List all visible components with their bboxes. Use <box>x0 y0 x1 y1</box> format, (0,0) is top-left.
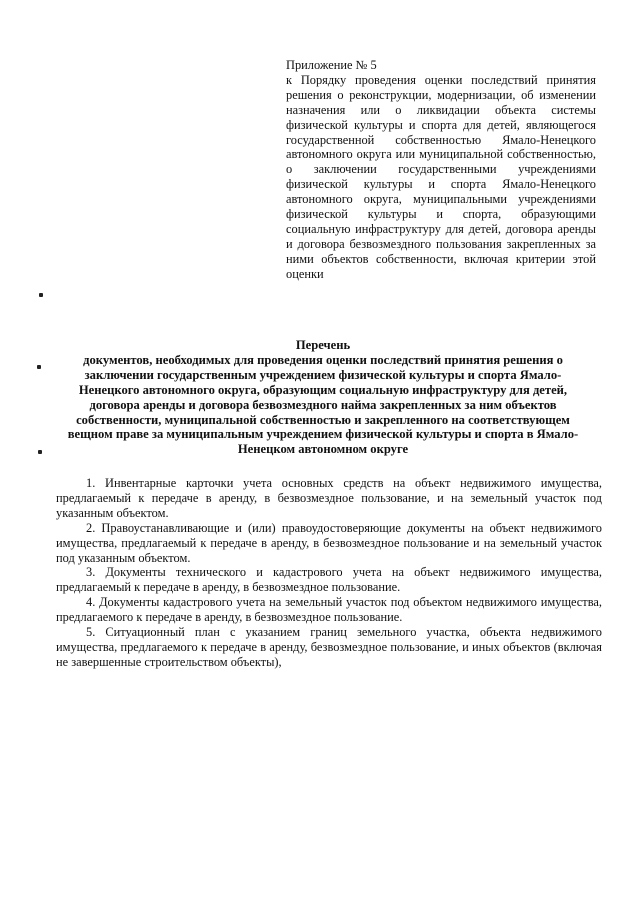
appendix-number: Приложение № 5 <box>286 58 377 72</box>
scan-mark <box>38 450 42 454</box>
list-item: 2. Правоустанавливающие и (или) правоудостоверяющие документы на объект недвижимого имущества, предлагаемый к передаче в аренду, в безвозмездное пользование и на земельный участок под указанным объектом. <box>56 520 602 565</box>
list-item: 4. Документы кадастрового учета на земельный участок под объектом недвижимого имущества, предлагаемого к передаче в аренду, в безвозмездное пользование. <box>56 595 602 625</box>
appendix-description: к Порядку проведения оценки последствий принятия решения о реконструкции, модернизации, об изменении назначения или о ликвидации объекта системы физической культуры и спорта для детей, являющегося государственной собственностью Ямало-Ненецкого автономного округа или муниципальной собственностью, о заключении государственными учреждениями физической культуры и спорта Ямало-Ненецкого автономного округа, муниципальными учреждениями физической культуры и спорта, образующими социальную инфраструктуру для детей, договора аренды и договора безвозмездного пользования закрепленных за ними объектов собственности, включая критерии этой оценки <box>286 72 596 281</box>
list-item: 1. Инвентарные карточки учета основных средств на объект недвижимого имущества, предлагаемый к передаче в аренду, в безвозмездное пользование, и на земельный участок под указанным объектом. <box>56 476 602 520</box>
scan-mark <box>37 365 41 369</box>
appendix-header <box>286 58 596 282</box>
scan-mark <box>39 293 43 297</box>
list-item: 3. Документы технического и кадастрового учета на объект недвижимого имущества, предлагаемый к передаче в аренду, в безвозмездное пользование. <box>56 565 602 595</box>
title-text: документов, необходимых для проведения оценки последствий принятия решения о заключении государственным учреждением физической культуры и спорта Ямало-Ненецкого автономного округа, образующим социальную инфраструктуру для детей, договора аренды и договора безвозмездного найма закрепленных за ним объектов собственности, муниципальной собственностью и закрепленного на соответствующем вещном праве за муниципальным учреждением физической культуры и спорта в Ямало-Ненецком автономном округе <box>67 352 579 457</box>
title-heading: Перечень <box>295 338 351 352</box>
document-list <box>56 476 602 670</box>
list-item: 5. Ситуационный план с указанием границ земельного участка, объекта недвижимого имущества, предлагаемого к передаче в аренду, безвозмездное пользование, и иных объектов (включая не завершенные строительством объекты), <box>56 625 602 669</box>
document-title <box>56 338 590 457</box>
